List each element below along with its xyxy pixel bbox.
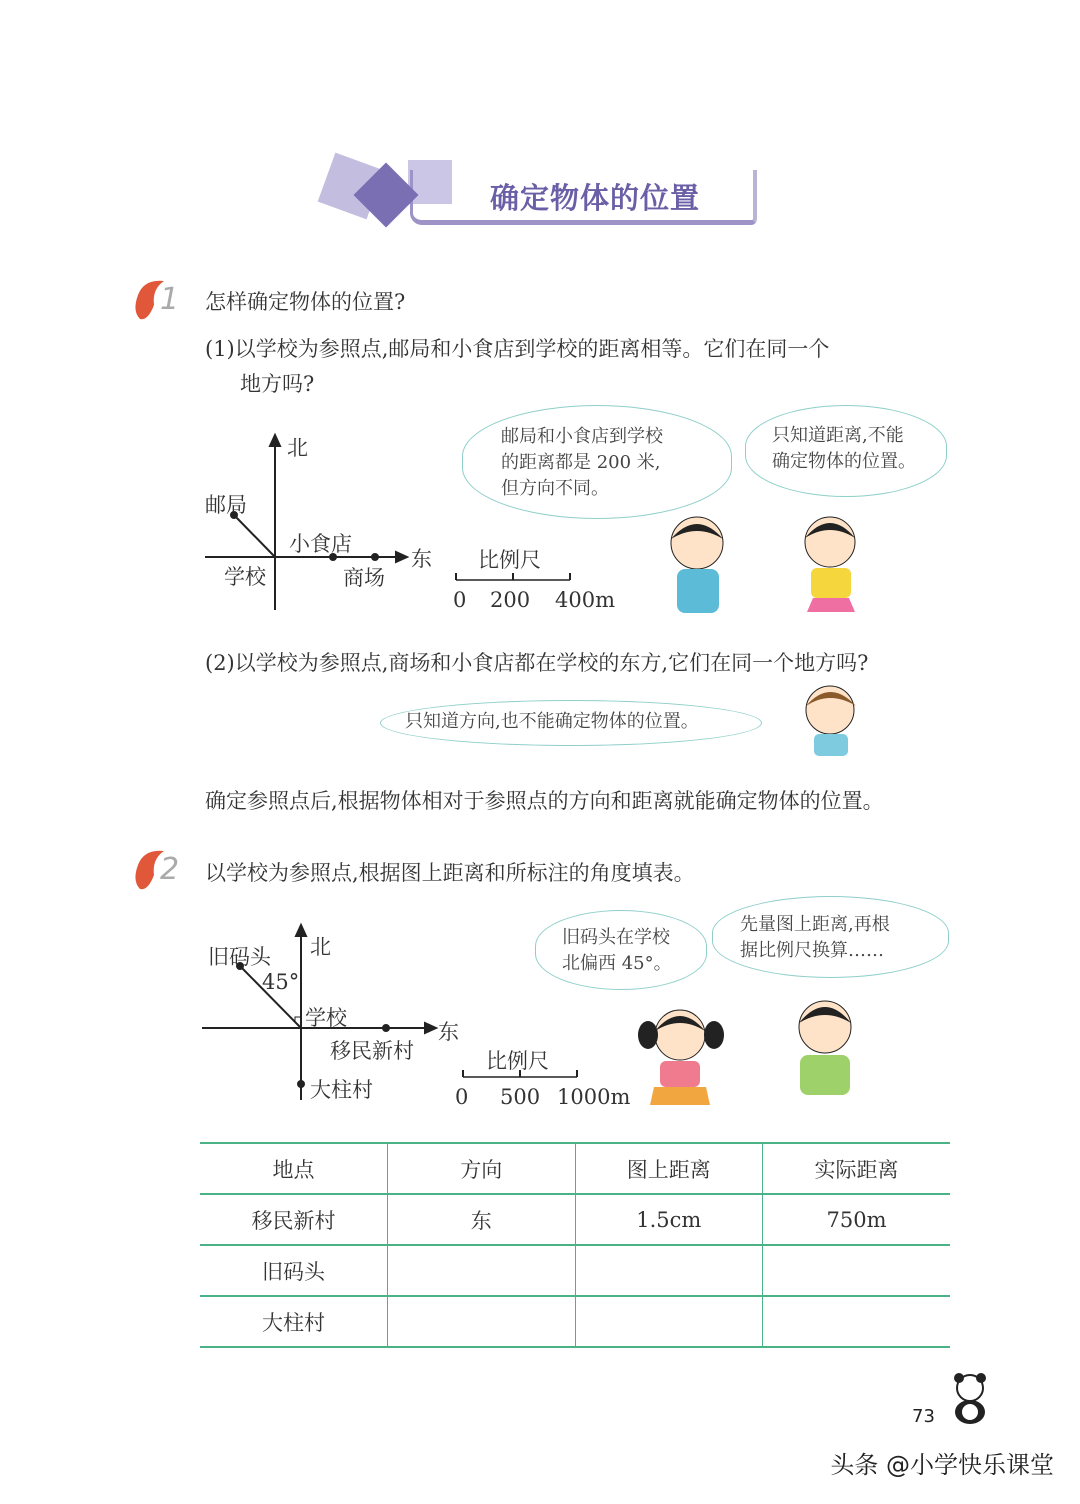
table-cell-empty[interactable] <box>575 1245 763 1296</box>
table-row <box>200 1296 950 1347</box>
watermark: 头条 @小学快乐课堂 <box>830 1451 1054 1479</box>
table-cell: 东 <box>388 1194 576 1245</box>
speech-bubble <box>462 405 732 519</box>
page-title: 确定物体的位置 <box>490 181 701 215</box>
map1-school: 学校 <box>224 565 266 589</box>
map2-dazhu-village: 大柱村 <box>310 1078 373 1102</box>
speech-bubble <box>712 896 949 978</box>
bubble-line: 邮局和小食店到学校 <box>501 426 663 447</box>
example2-question: 以学校为参照点,根据图上距离和所标注的角度填表。 <box>205 861 695 885</box>
scale1-tick: 400m <box>555 588 615 612</box>
scale2-tick: 0 <box>455 1085 469 1109</box>
map2-school: 学校 <box>305 1006 347 1030</box>
table-cell-empty[interactable] <box>388 1245 576 1296</box>
bubble-line: 但方向不同。 <box>501 478 609 499</box>
map1-post-office: 邮局 <box>205 493 247 517</box>
bubble-line: 只知道方向,也不能确定物体的位置。 <box>405 711 699 732</box>
bubble-line: 确定物体的位置。 <box>772 451 916 472</box>
table-row <box>200 1245 950 1296</box>
example1-part1: (1)以学校为参照点,邮局和小食店到学校的距离相等。它们在同一个 <box>205 337 830 361</box>
scale2-tick: 1000m <box>557 1085 631 1109</box>
map2-angle: 45° <box>262 970 300 994</box>
table-cell: 750m <box>763 1194 951 1245</box>
bubble-line: 的距离都是 200 米, <box>501 452 661 473</box>
scale1-tick: 200 <box>490 588 531 612</box>
scale1-label: 比例尺 <box>478 548 541 572</box>
boy-illustration <box>800 680 870 760</box>
girl-illustration <box>795 512 865 612</box>
scale2-label: 比例尺 <box>486 1049 549 1073</box>
example1-part1-cont: 地方吗? <box>240 372 315 396</box>
bubble-line: 只知道距离,不能 <box>772 425 904 446</box>
map2-north: 北 <box>310 935 331 959</box>
table-cell-empty[interactable] <box>388 1296 576 1347</box>
speech-bubble <box>535 910 707 990</box>
example1-question: 怎样确定物体的位置? <box>205 290 406 314</box>
table-header: 实际距离 <box>763 1143 951 1194</box>
table-cell: 大柱村 <box>200 1296 388 1347</box>
map2-new-village: 移民新村 <box>330 1039 414 1063</box>
table-header: 地点 <box>200 1143 388 1194</box>
table-header-row <box>200 1143 950 1194</box>
table-cell: 移民新村 <box>200 1194 388 1245</box>
table-cell: 1.5cm <box>575 1194 763 1245</box>
svg-text:1: 1 <box>160 282 180 317</box>
map2-east: 东 <box>438 1020 459 1044</box>
scale1-tick: 0 <box>453 588 467 612</box>
page-number: 73 <box>912 1406 935 1427</box>
bubble-line: 先量图上距离,再根 <box>740 914 890 935</box>
scale2-tick: 500 <box>500 1085 541 1109</box>
bubble-line: 旧码头在学校 <box>562 927 670 948</box>
bubble-line: 据比例尺换算…… <box>740 940 884 961</box>
map1-mall: 商场 <box>343 566 385 590</box>
map1-snack-shop: 小食店 <box>289 532 352 556</box>
map1-east: 东 <box>411 547 432 571</box>
svg-text:2: 2 <box>160 852 180 887</box>
table-cell: 旧码头 <box>200 1245 388 1296</box>
example1-part2: (2)以学校为参照点,商场和小食店都在学校的东方,它们在同一个地方吗? <box>205 651 869 675</box>
speech-bubble <box>380 700 762 746</box>
table-row <box>200 1194 950 1245</box>
map2-old-pier: 旧码头 <box>208 945 271 969</box>
boy-illustration <box>665 515 735 615</box>
girl-illustration <box>630 1005 735 1105</box>
conclusion-text: 确定参照点后,根据物体相对于参照点的方向和距离就能确定物体的位置。 <box>205 789 884 813</box>
data-table <box>200 1142 950 1348</box>
table-cell-empty[interactable] <box>763 1245 951 1296</box>
table-header: 图上距离 <box>575 1143 763 1194</box>
table-cell-empty[interactable] <box>763 1296 951 1347</box>
panda-icon <box>945 1372 995 1427</box>
boy-illustration <box>770 995 880 1105</box>
map1-north: 北 <box>287 436 308 460</box>
table-header: 方向 <box>388 1143 576 1194</box>
example-badge-icon <box>130 845 184 895</box>
bubble-line: 北偏西 45°。 <box>562 953 672 974</box>
table-cell-empty[interactable] <box>575 1296 763 1347</box>
speech-bubble <box>745 405 947 497</box>
